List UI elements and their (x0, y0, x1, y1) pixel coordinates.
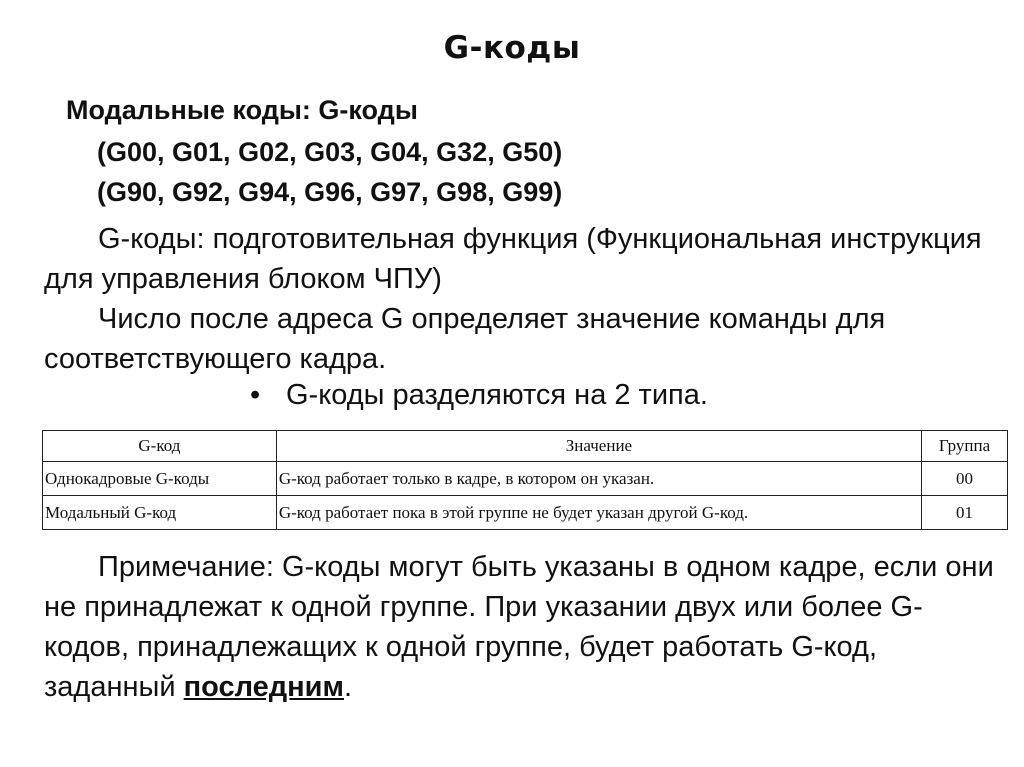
types-bullet-line (250, 379, 708, 412)
gcode-types-table (42, 430, 1008, 530)
note-end: . (343, 671, 353, 703)
table-row (43, 496, 1008, 530)
modal-codes-list-1: (G00, G01, G02, G03, G04, G32, G50) (97, 137, 563, 167)
row-type-cell: Однокадровые G-коды (43, 462, 277, 496)
slide-title: G-коды (443, 30, 581, 66)
note-emphasis: последним (183, 671, 344, 703)
row-meaning-cell: G-код работает пока в этой группе не будет указан другой G-код. (276, 496, 921, 530)
row-group-cell: 00 (922, 462, 1008, 496)
header-group: Группа (922, 431, 1008, 462)
types-bullet-text: G-коды разделяются на 2 типа. (286, 379, 708, 411)
gcode-definition: G-коды: подготовительная функция (Функциональная инструкция для управления блоком ЧПУ) (44, 223, 982, 295)
modal-codes-heading: Модальные коды: G-коды (66, 95, 418, 125)
row-type-cell: Модальный G-код (43, 496, 277, 530)
header-meaning: Значение (276, 431, 921, 462)
gcode-number-meaning: Число после адреса G определяет значение команды для соответствующего кадра. (44, 303, 886, 375)
table-header-row (43, 431, 1008, 462)
note-paragraph (44, 547, 1004, 707)
row-group-cell: 01 (922, 496, 1008, 530)
row-meaning-cell: G-код работает только в кадре, в котором он указан. (276, 462, 921, 496)
note-text: Примечание: G-коды могут быть указаны в одном кадре, если они не принадлежат к одной группе. При указании двух или более G-кодов, принадлежащих к одной группе, будет работать G-код, заданный (44, 551, 994, 703)
header-gcode: G-код (43, 431, 277, 462)
table-row (43, 462, 1008, 496)
modal-codes-list-2: (G90, G92, G94, G96, G97, G98, G99) (97, 177, 563, 207)
bullet-icon: • (250, 379, 261, 411)
